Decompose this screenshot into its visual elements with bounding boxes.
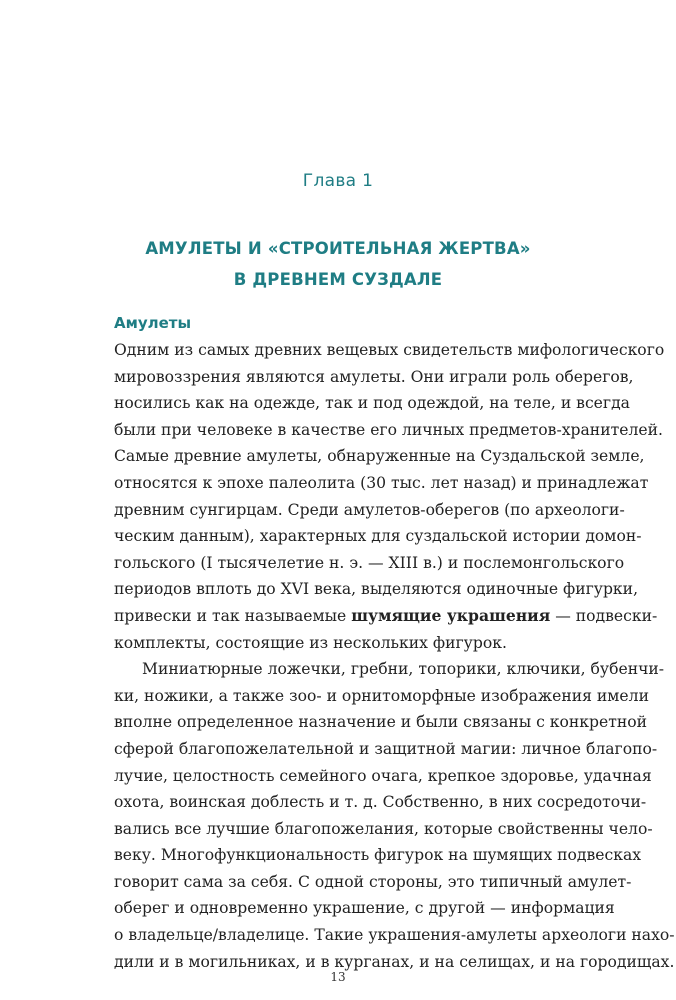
paragraph-1-line: носились как на одежде, так и под одеждой, на теле, и всегда [114,394,630,413]
line-text: привески и так называемые [114,606,352,625]
paragraph-2-line: ки, ножики, а также зоо- и орнитоморфные изображения имели [114,686,649,705]
paragraph-1-line: были при человеке в качестве его личных предметов-хранителей. [114,420,663,439]
paragraph-2-line: о владельце/владелице. Такие украшения-амулеты археологи нахо- [114,926,675,945]
body-text [114,337,675,975]
paragraph-2-line: лучие, целостность семейного очага, крепкое здоровье, удачная [114,766,652,785]
paragraph-2-line: вполне определенное назначение и были связаны с конкретной [114,713,648,732]
chapter-title-line-1: АМУЛЕТЫ И «СТРОИТЕЛЬНАЯ ЖЕРТВА» [145,239,531,258]
line-text: — подвески- [550,606,658,625]
bold-term: шумящие украшения [351,605,551,625]
chapter-title-line-2: В ДРЕВНЕМ СУЗДАЛЕ [233,270,443,289]
paragraph-2-first-line: Миниатюрные ложечки, гребни, топорики, ключики, бубенчи- [142,660,665,679]
paragraph-1-line: древним сунгирцам. Среди амулетов-оберегов (по археологи- [114,500,625,519]
paragraph-1-line: периодов вплоть до XVI века, выделяются одиночные фигурки, [114,580,639,599]
paragraph-1-line: Одним из самых древних вещевых свидетельств мифологического [114,341,665,359]
paragraph-2-line: охота, воинская доблесть и т. д. Собственно, в них сосредоточи- [114,793,647,812]
paragraph-1-line: мировоззрения являются амулеты. Они играли роль оберегов, [114,367,634,386]
paragraph-1-line: Самые древние амулеты, обнаруженные на Суздальской земле, [114,447,645,466]
paragraph-2-line: вались все лучшие благопожелания, которые свойственны чело- [114,819,653,838]
paragraph-1-line: гольского (I тысячелетие н. э. — XIII в.) и послемонгольского [114,553,625,572]
paragraph-1-line: ческим данным), характерных для суздальской истории домон- [114,527,642,546]
chapter-title [0,233,676,295]
paragraph-2-line: веку. Многофункциональность фигурок на шумящих подвесках [114,846,642,865]
paragraph-1-last-line: комплекты, состоящие из нескольких фигурок. [114,633,507,652]
paragraph-1-line-with-term [114,603,658,630]
paragraph-2-line: оберег и одновременно украшение, с другой — информация [114,899,615,918]
section-heading: Амулеты [114,314,192,332]
page-number: 13 [330,970,346,984]
paragraph-1-line: относятся к эпохе палеолита (30 тыс. лет назад) и принадлежат [114,473,649,492]
paragraph-2-line: дили и в могильниках, и в курганах, и на селищах, и на городищах. [114,952,675,971]
paragraph-2-line: сферой благопожелательной и защитной магии: личное благопо- [114,739,658,758]
chapter-label: Глава 1 [302,171,374,191]
paragraph-2-line: говорит сама за себя. С одной стороны, это типичный амулет- [114,872,632,891]
